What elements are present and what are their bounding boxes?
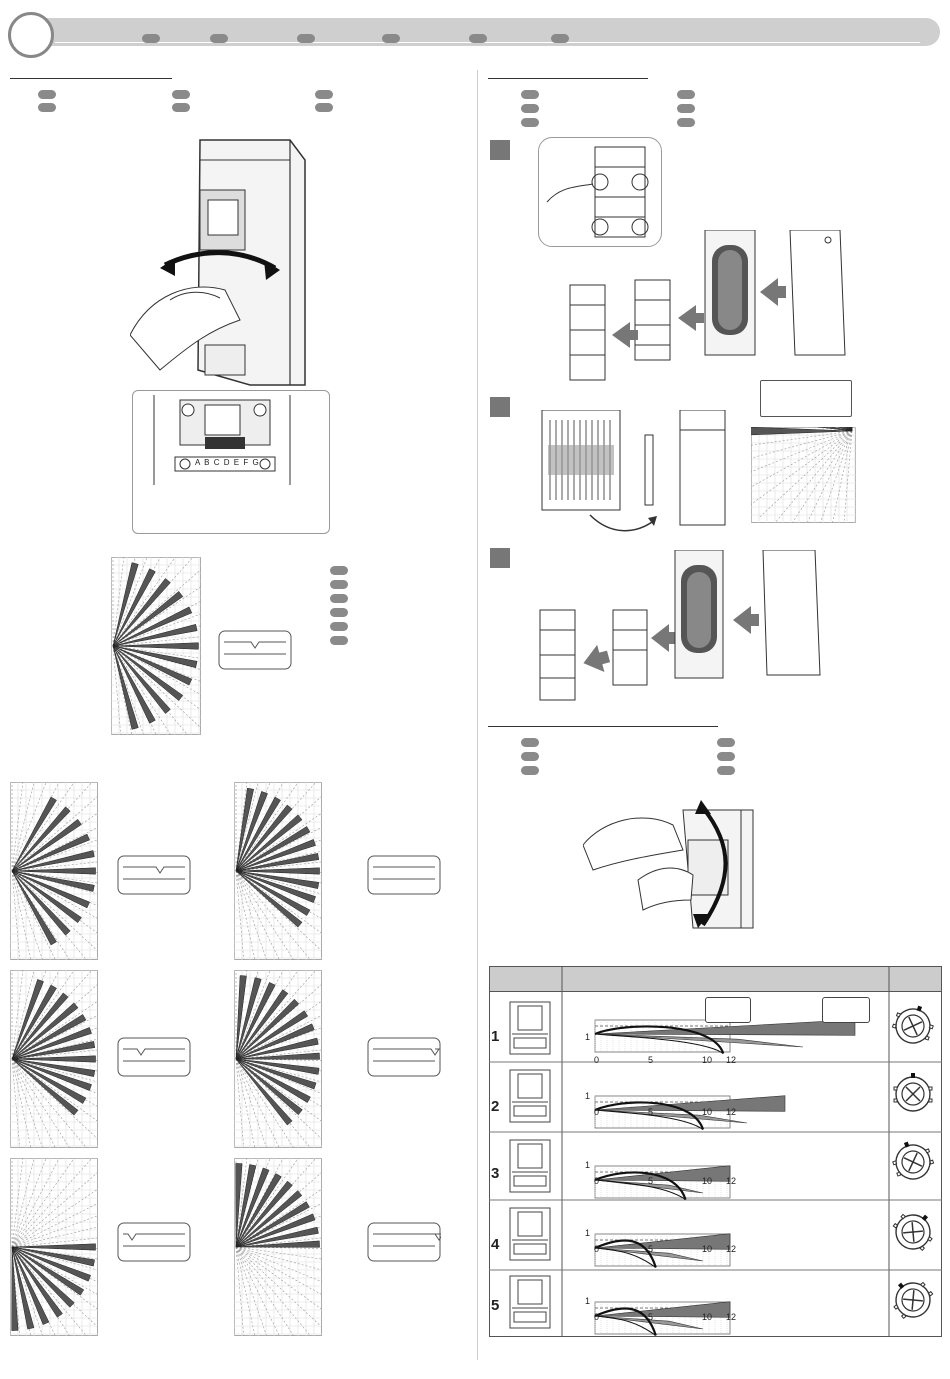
language-pill xyxy=(521,104,539,113)
language-pill xyxy=(717,738,735,747)
language-pill xyxy=(677,104,695,113)
header-highlight xyxy=(55,42,920,43)
y-tick: 1 xyxy=(585,1091,591,1101)
adjust-screw-icon xyxy=(891,1140,935,1184)
lens-position-thumbnail xyxy=(508,1206,553,1264)
adjust-screw-icon xyxy=(891,1210,935,1254)
language-pill xyxy=(38,103,56,112)
language-pill xyxy=(717,766,735,775)
language-pill xyxy=(521,118,539,127)
x-tick: 5 xyxy=(648,1244,654,1254)
beam-profile-graph xyxy=(575,1210,875,1274)
lens-symbol xyxy=(117,1222,191,1262)
x-tick: 12 xyxy=(726,1176,737,1186)
vertical-adjust-illustration xyxy=(583,800,783,930)
x-tick: 12 xyxy=(726,1244,737,1254)
lens-letter: A xyxy=(195,458,201,467)
x-tick: 0 xyxy=(594,1055,600,1065)
detection-pattern-side xyxy=(751,427,856,523)
language-pill xyxy=(315,103,333,112)
detection-pattern-variant xyxy=(10,970,98,1148)
lens-letter-row xyxy=(195,458,260,467)
x-tick: 5 xyxy=(648,1107,654,1117)
x-tick: 10 xyxy=(702,1244,713,1254)
lens-letter: D xyxy=(223,458,231,467)
lens-hooks-illustration xyxy=(545,142,655,242)
language-pill xyxy=(330,608,348,617)
language-pill xyxy=(172,90,190,99)
beam-profile-graph xyxy=(575,1142,875,1206)
language-pill xyxy=(677,90,695,99)
x-tick: 0 xyxy=(594,1312,600,1322)
language-pill xyxy=(521,90,539,99)
row-number: 4 xyxy=(491,1236,500,1253)
x-tick: 5 xyxy=(648,1176,654,1186)
lens-position-thumbnail xyxy=(508,1000,553,1058)
lens-position-thumbnail xyxy=(508,1274,553,1332)
step-marker xyxy=(490,548,510,568)
step-marker xyxy=(490,397,510,417)
lens-symbol xyxy=(218,630,292,670)
language-pill xyxy=(330,566,348,575)
lens-symbol xyxy=(117,855,191,895)
y-tick: 1 xyxy=(585,1032,591,1042)
lens-symbol xyxy=(367,1037,441,1077)
note-callout xyxy=(760,380,852,417)
y-tick: 1 xyxy=(585,1160,591,1170)
x-tick: 10 xyxy=(702,1312,713,1322)
header-circle-badge xyxy=(8,12,54,58)
language-pill xyxy=(330,580,348,589)
language-pill xyxy=(521,738,539,747)
x-tick: 10 xyxy=(702,1176,713,1186)
language-pill xyxy=(330,594,348,603)
detection-pattern-variant xyxy=(234,1158,322,1336)
y-tick: 1 xyxy=(585,1296,591,1306)
detection-pattern-variant xyxy=(10,782,98,960)
step-marker xyxy=(490,140,510,160)
language-pill xyxy=(382,34,400,43)
lens-position-thumbnail xyxy=(508,1068,553,1126)
x-tick: 0 xyxy=(594,1176,600,1186)
language-pill xyxy=(521,752,539,761)
section-rule-right-2 xyxy=(488,726,718,727)
row-number: 2 xyxy=(491,1098,500,1115)
x-tick: 10 xyxy=(702,1055,713,1065)
lens-letter: B xyxy=(204,458,211,467)
language-pill xyxy=(210,34,228,43)
x-tick: 5 xyxy=(648,1055,654,1065)
lens-symbol xyxy=(367,855,441,895)
beam-profile-graph xyxy=(575,1278,875,1342)
lens-holder-illustration xyxy=(140,395,320,495)
x-tick: 12 xyxy=(726,1107,737,1117)
lens-position-thumbnail xyxy=(508,1138,553,1196)
language-pill xyxy=(469,34,487,43)
lens-letter: C xyxy=(213,458,221,467)
section-rule-left xyxy=(10,78,172,79)
detector-lens-slide-illustration xyxy=(130,130,320,395)
language-pill xyxy=(172,103,190,112)
language-pill xyxy=(38,90,56,99)
row-number: 5 xyxy=(491,1297,500,1314)
lens-symbol xyxy=(367,1222,441,1262)
adjust-screw-icon xyxy=(891,1004,935,1048)
adjust-screw-icon xyxy=(891,1278,935,1322)
lens-letter: F xyxy=(243,458,250,467)
x-tick: 5 xyxy=(648,1312,654,1322)
language-pill xyxy=(521,766,539,775)
language-pill xyxy=(677,118,695,127)
adjust-screw-icon xyxy=(891,1072,935,1116)
y-tick: 1 xyxy=(585,1228,591,1238)
lens-letter: G xyxy=(252,458,260,467)
language-pill xyxy=(297,34,315,43)
beam-callout xyxy=(822,997,870,1023)
x-tick: 12 xyxy=(726,1312,737,1322)
detection-pattern-main xyxy=(111,557,201,735)
detection-pattern-variant xyxy=(10,1158,98,1336)
language-pill xyxy=(551,34,569,43)
lens-replace-illustration xyxy=(540,410,740,535)
language-pill xyxy=(717,752,735,761)
language-pill xyxy=(315,90,333,99)
section-rule-right xyxy=(488,78,648,79)
lens-letter: E xyxy=(233,458,241,467)
lens-removal-illustration xyxy=(560,230,860,390)
beam-profile-graph xyxy=(575,1072,875,1136)
language-pill xyxy=(330,622,348,631)
x-tick: 12 xyxy=(726,1055,737,1065)
language-pill xyxy=(142,34,160,43)
detection-pattern-variant xyxy=(234,970,322,1148)
detection-pattern-variant xyxy=(234,782,322,960)
beam-callout xyxy=(705,997,751,1023)
column-divider xyxy=(477,70,478,1360)
x-tick: 0 xyxy=(594,1244,600,1254)
lens-install-illustration xyxy=(535,550,835,710)
x-tick: 0 xyxy=(594,1107,600,1117)
lens-symbol xyxy=(117,1037,191,1077)
language-pill xyxy=(330,636,348,645)
row-number: 1 xyxy=(491,1028,500,1045)
row-number: 3 xyxy=(491,1165,500,1182)
x-tick: 10 xyxy=(702,1107,713,1117)
